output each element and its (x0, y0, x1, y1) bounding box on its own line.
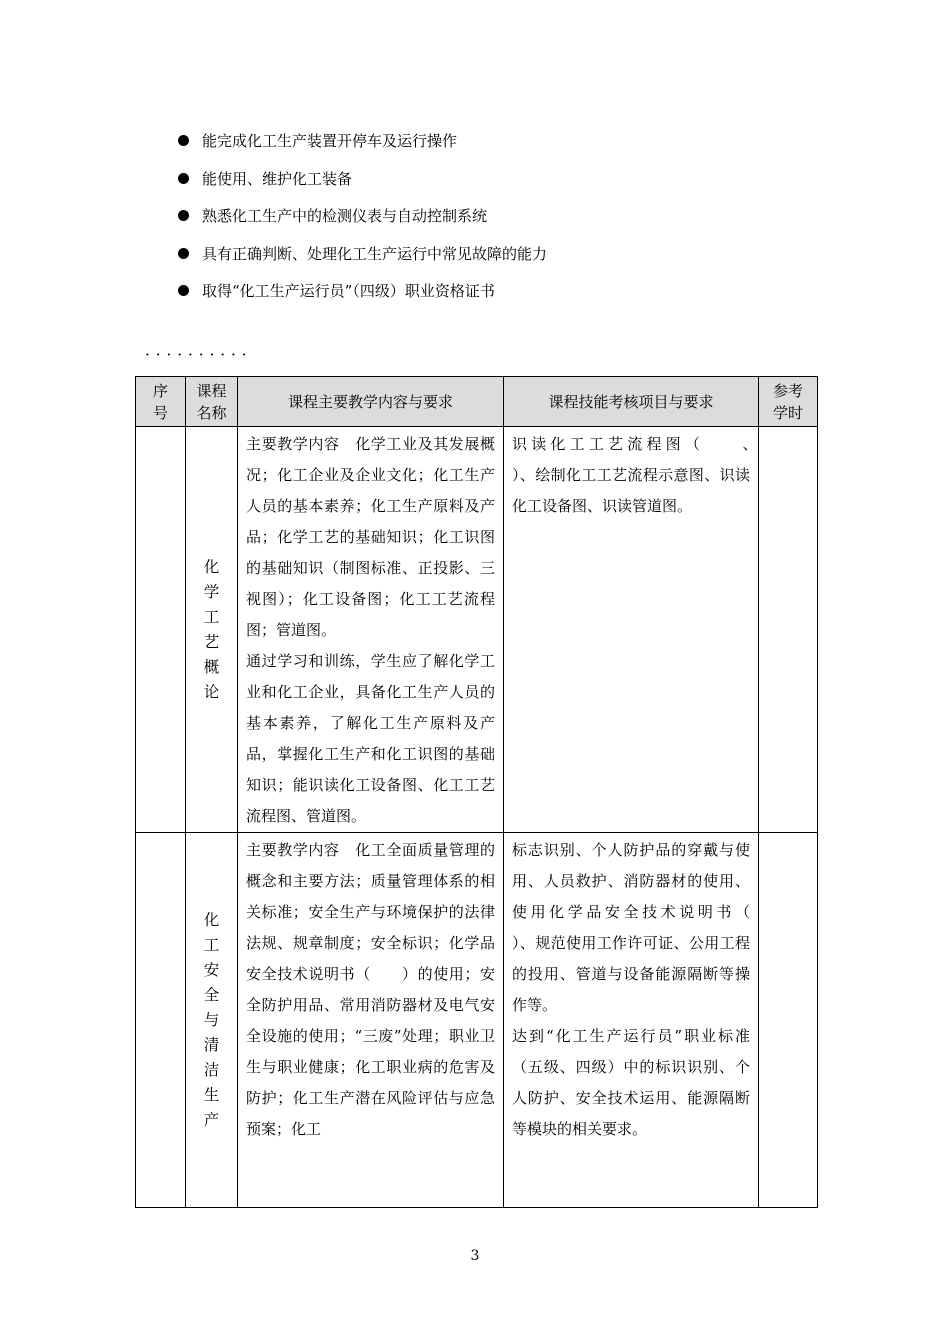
skills-paragraph: 识读化工工艺流程图（ 、 ）、绘制化工工艺流程示意图、识读化工设备图、识读管道图。 (512, 435, 781, 515)
header-content: 课程主要教学内容与要求 (238, 377, 504, 427)
course-name: 化工安全与清洁生产 (186, 833, 238, 1208)
bullet-text: 熟悉化工生产中的检测仪表与自动控制系统 (202, 207, 488, 226)
table-row (136, 427, 818, 833)
course-content (238, 427, 504, 833)
header-no: 序号 (136, 377, 186, 427)
skills-paragraph: 达到“化工生产运行员”职业标准（五级、四级）中的标识识别、个人防护、安全技术运用、能源隔断等模块的相关要求。 (512, 1027, 750, 1138)
course-content (238, 833, 504, 1208)
bullet-dot-icon (178, 285, 189, 296)
bullet-text: 取得“化工生产运行员”（四级）职业资格证书 (202, 282, 495, 301)
bullet-item (178, 235, 547, 273)
bullet-dot-icon (178, 173, 189, 184)
bullet-item (178, 197, 547, 235)
bullet-item (178, 272, 547, 310)
bullet-dot-icon (178, 135, 189, 146)
course-skills (504, 427, 781, 833)
bullet-item (178, 122, 547, 160)
table-row (136, 833, 818, 1208)
bullet-dot-icon (178, 210, 189, 221)
course-hours (759, 833, 818, 1208)
bullet-text: 能使用、维护化工装备 (202, 169, 353, 188)
bullet-text: 具有正确判断、处理化工生产运行中常见故障的能力 (202, 244, 548, 263)
course-table (135, 376, 818, 1208)
bullet-dot-icon (178, 248, 189, 259)
bullet-item (178, 160, 547, 198)
course-hours (759, 427, 818, 833)
row-no (136, 427, 186, 833)
course-name: 化学工艺概论 (186, 427, 238, 833)
table-header-row (136, 377, 818, 427)
bullet-text: 能完成化工生产装置开停车及运行操作 (202, 132, 458, 151)
header-name: 课程名称 (186, 377, 238, 427)
skills-paragraph: 标志识别、个人防护品的穿戴与使用、人员救护、消防器材的使用、使用化学品安全技术说明书（ ）、规范使用工作许可证、公用工程的投用、管道与设备能源隔断等操作等。 (512, 841, 781, 1014)
content-paragraph: 主要教学内容 化工全面质量管理的概念和主要方法；质量管理体系的相关标准；安全生产与环境保护的法律法规、规章制度；安全标识；化学品安全技术说明书（ ）的使用；安全防护用品、常用消防器材及电气安全设施的使用；“三废”处理；职业卫生与职业健康；化工职业病的危害及防护；化工生产潜在风险评估与应急预案；化工 (246, 841, 495, 1138)
bullet-list (178, 122, 547, 310)
page-number: 3 (470, 1248, 480, 1264)
row-no (136, 833, 186, 1208)
section-heading: ．．．．．．．．．． (145, 341, 261, 359)
content-paragraph: 主要教学内容 化学工业及其发展概况；化工企业及企业文化；化工生产人员的基本素养；化工生产原料及产品；化学工艺的基础知识；化工识图的基础知识（制图标准、正投影、三视图）；化工设备图；化工工艺流程图；管道图。 (246, 435, 495, 639)
header-skills: 课程技能考核项目与要求 (504, 377, 759, 427)
course-skills (504, 833, 781, 1208)
content-paragraph: 通过学习和训练，学生应了解化学工业和化工企业，具备化工生产人员的基本素养，了解化工生产原料及产品，掌握化工生产和化工识图的基础知识；能识读化工设备图、化工工艺流程图、管道图。 (246, 652, 495, 825)
header-hours: 参考学时 (759, 377, 818, 427)
